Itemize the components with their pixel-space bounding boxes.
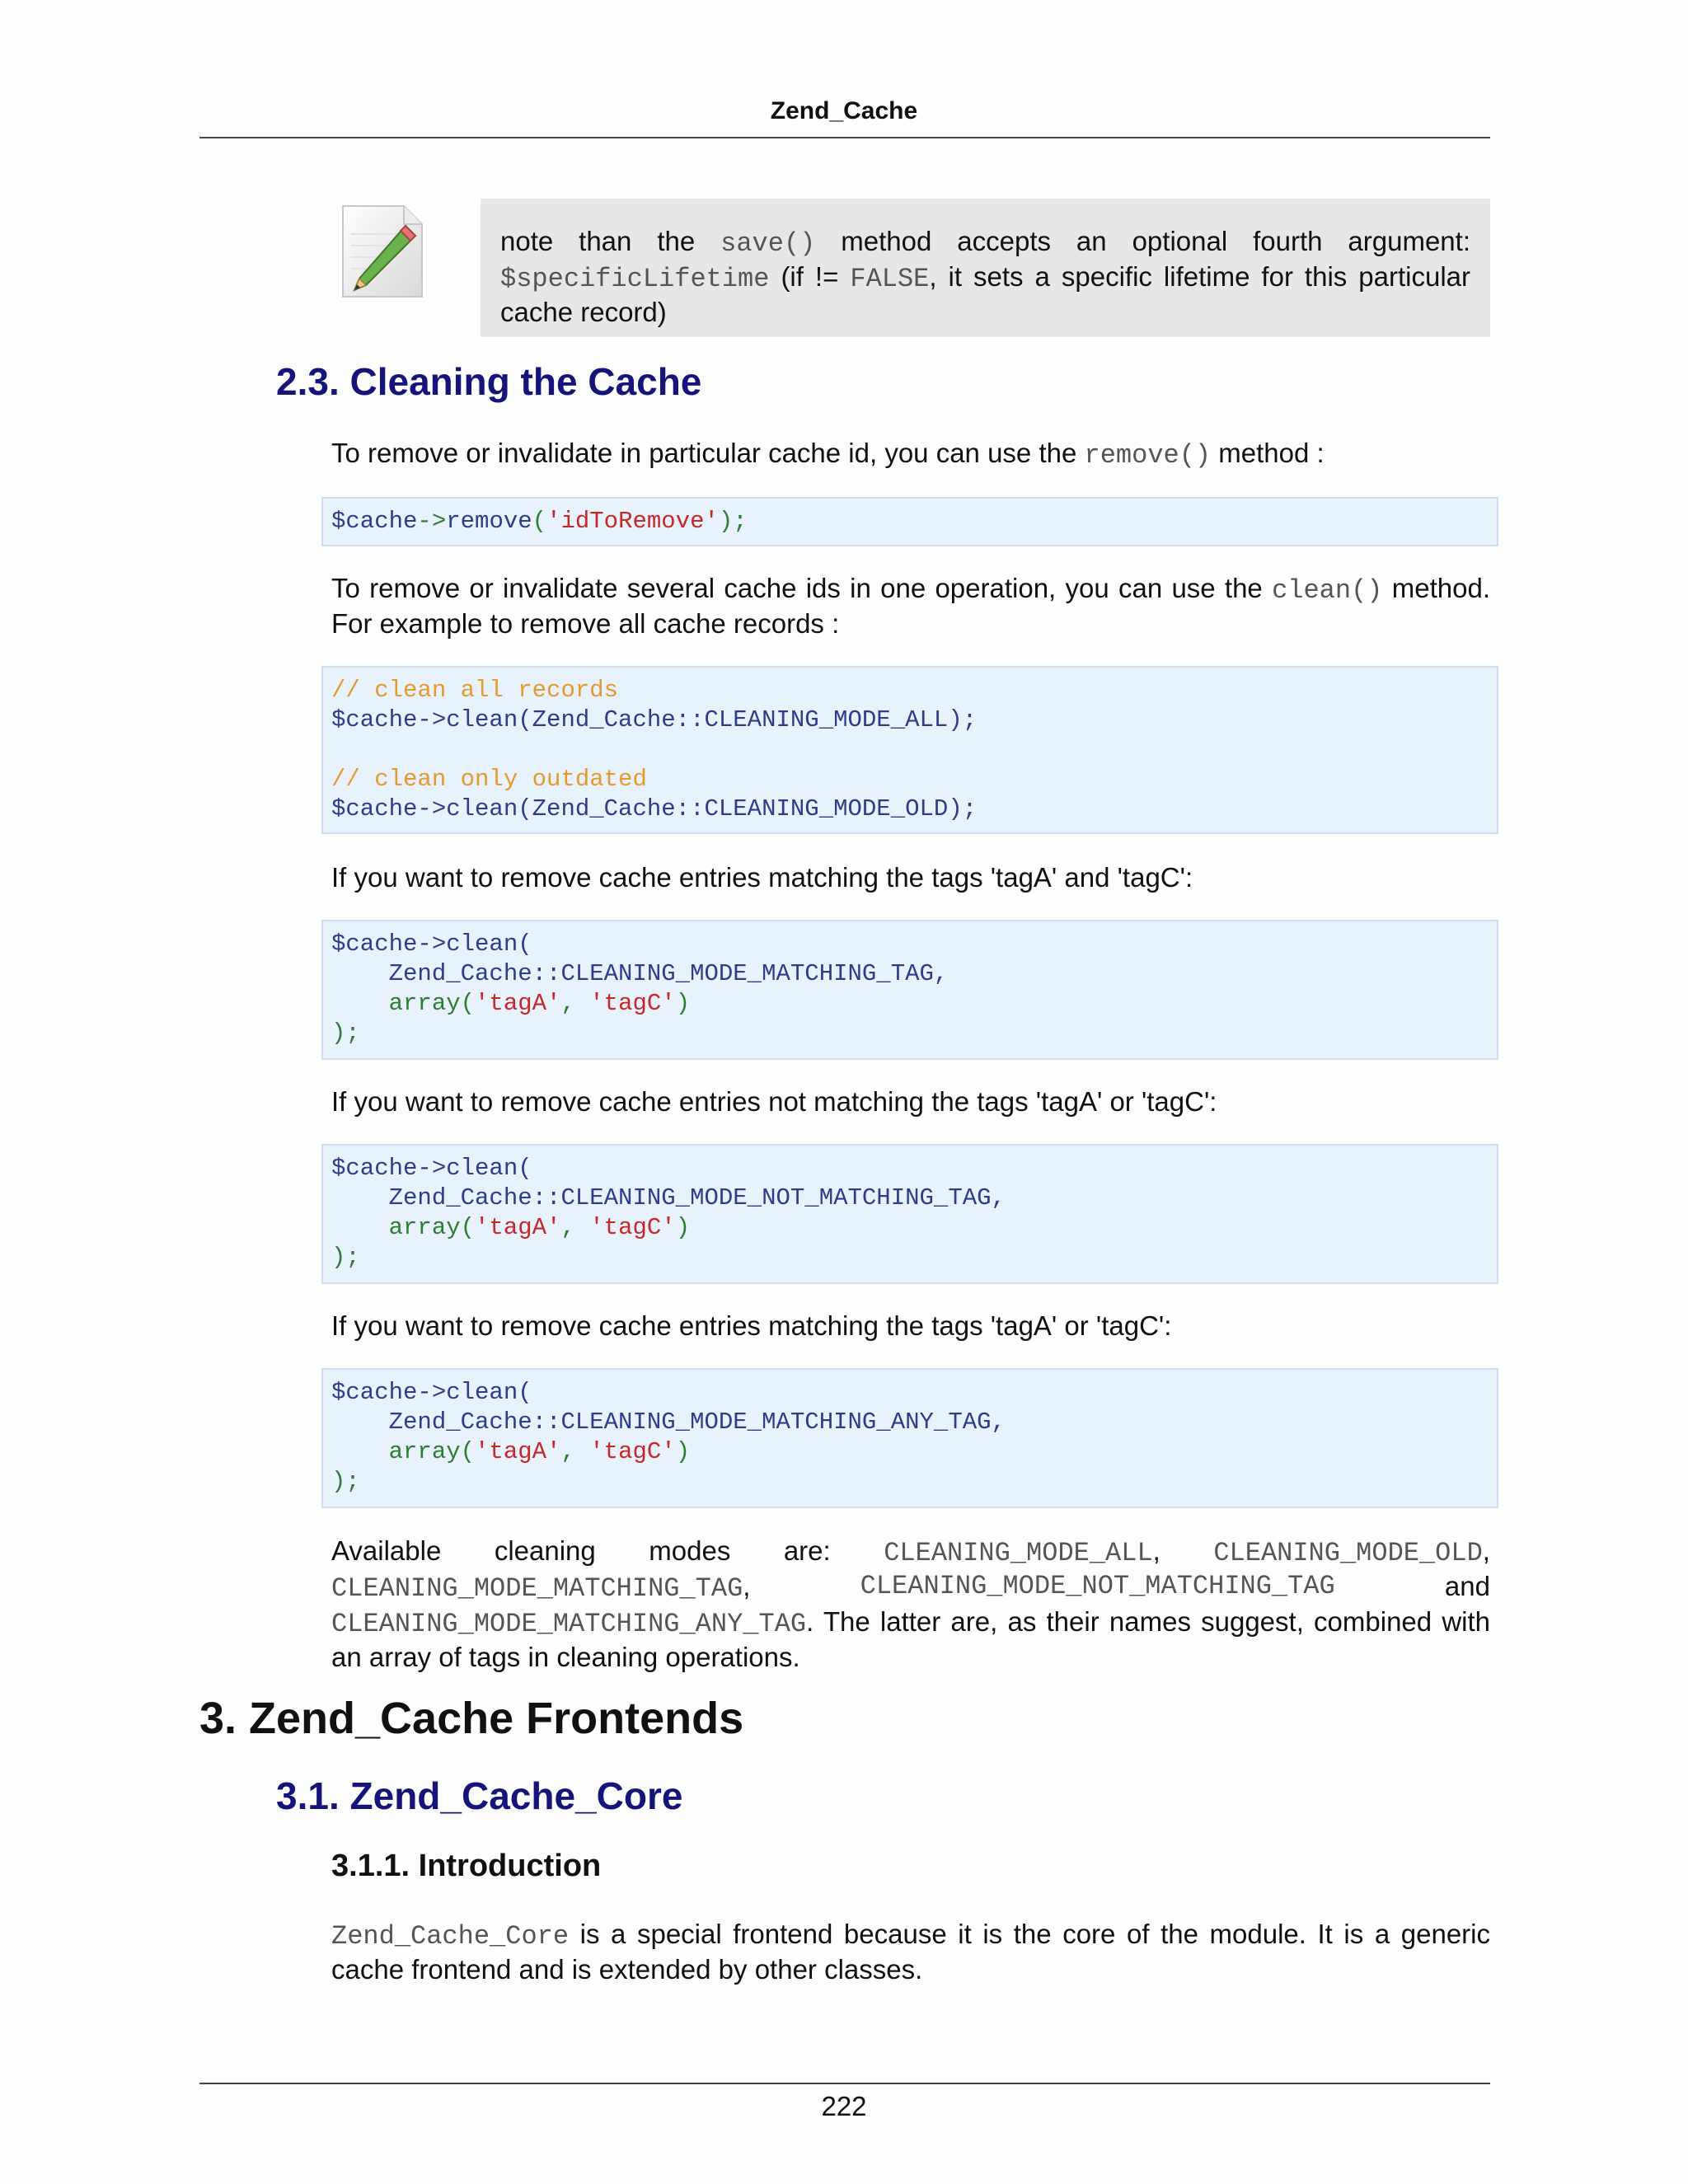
page-header-title: Zend_Cache xyxy=(770,97,918,124)
page-number: 222 xyxy=(821,2091,867,2121)
code-block-remove: $cache->remove('idToRemove'); xyxy=(321,497,1498,546)
footer-rule xyxy=(199,2083,1490,2084)
paragraph-not-matching-tag: If you want to remove cache entries not matching the tags 'tagA' or 'tagC': xyxy=(331,1086,1217,1117)
paragraph-remove: To remove or invalidate in particular cache id, you can use the remove() method : xyxy=(331,438,1325,471)
code-block-matching-tag: $cache->clean( Zend_Cache::CLEANING_MODE_MATCHING_TAG, array('tagA', 'tagC') ); xyxy=(321,920,1498,1060)
code-block-clean-all: // clean all records $cache->clean(Zend_Cache::CLEANING_MODE_ALL); // clean only outdated $cache->clean(Zend_Cache::CLEANING_MODE_OLD); xyxy=(321,666,1498,834)
header-rule xyxy=(199,137,1490,138)
section-heading-3-1: 3.1. Zend_Cache_Core xyxy=(276,1774,683,1817)
paragraph-matching-any-tag: If you want to remove cache entries matching the tags 'tagA' or 'tagC': xyxy=(331,1310,1172,1341)
code-block-not-matching-tag: $cache->clean( Zend_Cache::CLEANING_MODE_NOT_MATCHING_TAG, array('tagA', 'tagC') ); xyxy=(321,1144,1498,1284)
note-box: note than the save() method accepts an optional fourth argument: $specificLifetime (if != FALSE, it sets a specific lifetime for this particular cache record) xyxy=(481,199,1490,337)
note-pencil-icon xyxy=(336,201,429,302)
section-heading-3: 3. Zend_Cache Frontends xyxy=(199,1694,744,1743)
section-heading-3-1-1: 3.1.1. Introduction xyxy=(331,1849,602,1883)
section-heading-2-3: 2.3. Cleaning the Cache xyxy=(276,360,702,403)
paragraph-clean: To remove or invalidate several cache ids in one operation, you can use the clean() method. For example to remove all cache records : xyxy=(331,573,1490,639)
paragraph-cleaning-modes: Available cleaning modes are: CLEANING_MODE_ALL, CLEANING_MODE_OLD, CLEANING_MODE_MATCHING_TAG, CLEANING_MODE_NOT_MATCHING_TAG and CLEANING_MODE_MATCHING_ANY_TAG. The latter are, as their names suggest, combined with an array of tags in cleaning operations. xyxy=(331,1535,1490,1672)
paragraph-introduction: Zend_Cache_Core is a special frontend because it is the core of the module. It is a generic cache frontend and is extended by other classes. xyxy=(331,1919,1490,1985)
paragraph-matching-tag: If you want to remove cache entries matching the tags 'tagA' and 'tagC': xyxy=(331,862,1193,893)
code-block-matching-any-tag: $cache->clean( Zend_Cache::CLEANING_MODE_MATCHING_ANY_TAG, array('tagA', 'tagC') ); xyxy=(321,1368,1498,1508)
